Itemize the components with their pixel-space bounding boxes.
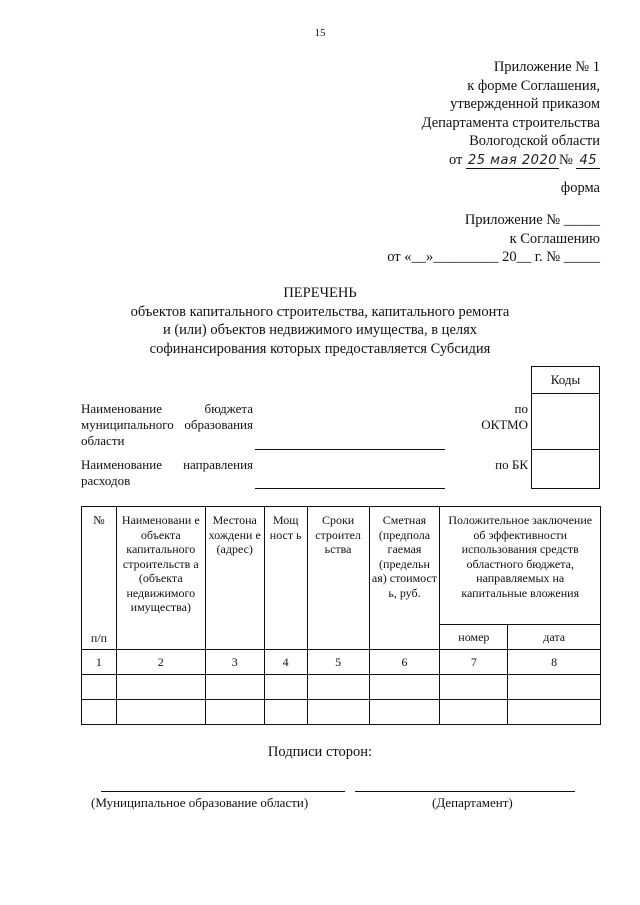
appendix-line-2: к форме Соглашения, — [467, 77, 600, 94]
header-capacity: Мощ ност ь — [264, 507, 307, 650]
right-signature-line — [355, 791, 575, 792]
appendix-line-1: Приложение № 1 — [493, 59, 600, 75]
oktmo-code-box — [531, 393, 600, 450]
right-signature-caption: (Департамент) — [432, 795, 513, 810]
page-number: 15 — [314, 27, 326, 39]
bk-label: по БК — [495, 457, 528, 472]
header-conclusion-date: дата — [508, 625, 601, 650]
table-cell — [440, 700, 508, 725]
col-num-6: 6 — [369, 650, 440, 675]
header-location: Местона хождени е (адрес) — [205, 507, 264, 650]
budget-label-line-1: Наименование бюджета — [81, 401, 253, 416]
header-conclusion-number: номер — [440, 625, 508, 650]
title-line-3: и (или) объектов недвижимого имущества, в целях — [162, 322, 478, 338]
table-cell — [116, 700, 205, 725]
column-numbers-row — [82, 650, 601, 675]
bk-code-box — [531, 449, 600, 489]
col-num-8: 8 — [508, 650, 601, 675]
table-cell — [369, 675, 440, 700]
oktmo-label-line-2: ОКТМО — [481, 417, 528, 432]
date-prefix: от — [448, 151, 463, 168]
number-prefix: № — [558, 151, 573, 168]
header-col-number — [82, 507, 117, 650]
table-cell — [205, 700, 264, 725]
direction-label-line-2: расходов — [81, 473, 131, 488]
table-cell — [307, 675, 369, 700]
left-signature-caption: (Муниципальное образование области) — [91, 795, 309, 810]
table-row — [82, 700, 601, 725]
col-num-3: 3 — [205, 650, 264, 675]
table-cell — [307, 700, 369, 725]
codes-header: Коды — [531, 366, 600, 394]
objects-table — [81, 506, 601, 725]
budget-label-line-3: области — [81, 433, 125, 448]
header-number-sign: № — [93, 513, 105, 527]
col-num-1: 1 — [82, 650, 117, 675]
header-positive-conclusion: Положительное заключение об эффективности использования средств областного бюджета, направляемых на капитальные вложения — [440, 507, 601, 625]
table-cell — [116, 675, 205, 700]
direction-value-line — [255, 488, 445, 489]
handwritten-number: 45 — [576, 153, 600, 169]
header-pp: п/п — [90, 630, 108, 645]
table-cell — [508, 675, 601, 700]
title-line-1: ПЕРЕЧЕНЬ — [283, 285, 357, 301]
table-cell — [264, 675, 307, 700]
table-cell — [440, 675, 508, 700]
budget-label-line-2: муниципального образования — [81, 417, 253, 432]
appendix-line-4: Департамента строительства — [421, 114, 600, 131]
form-appendix-line-1: Приложение № _____ — [464, 212, 600, 228]
direction-label — [81, 457, 253, 489]
form-label: форма — [560, 180, 600, 196]
header-object-name: Наименовани е объекта капитального строительств а (объекта недвижимого имущества) — [116, 507, 205, 650]
document-title — [0, 284, 640, 358]
form-appendix-line-3: от «__»_________ 20__ г. № _____ — [387, 249, 600, 265]
budget-value-line — [255, 449, 445, 450]
col-num-7: 7 — [440, 650, 508, 675]
left-signature-line — [101, 791, 345, 792]
table-cell — [82, 675, 117, 700]
form-appendix — [387, 211, 600, 267]
table-cell — [82, 700, 117, 725]
direction-label-line-1: Наименование направления — [81, 457, 253, 472]
signatures-title: Подписи сторон: — [267, 744, 373, 760]
appendix-date-line — [422, 151, 600, 171]
col-num-4: 4 — [264, 650, 307, 675]
table-cell — [508, 700, 601, 725]
form-appendix-line-2: к Соглашению — [509, 230, 600, 247]
oktmo-label — [470, 401, 528, 433]
handwritten-date: 25 мая 2020 — [468, 152, 557, 168]
title-line-4: софинансирования которых предоставляется Субсидия — [149, 340, 491, 357]
appendix-line-3: утвержденной приказом — [450, 96, 600, 112]
header-construction-period: Сроки строител ьства — [307, 507, 369, 650]
table-cell — [205, 675, 264, 700]
table-cell — [369, 700, 440, 725]
col-num-5: 5 — [307, 650, 369, 675]
table-cell — [264, 700, 307, 725]
oktmo-label-line-1: по — [514, 401, 528, 416]
budget-label — [81, 401, 253, 449]
header-estimated-cost: Сметная (предпола гаемая (предельн ая) стоимост ь, руб. — [369, 507, 440, 650]
col-num-2: 2 — [116, 650, 205, 675]
table-row — [82, 675, 601, 700]
appendix-line-5: Вологодской области — [469, 133, 600, 149]
title-line-2: объектов капитального строительства, капитального ремонта — [130, 303, 510, 320]
appendix-header — [422, 58, 600, 170]
